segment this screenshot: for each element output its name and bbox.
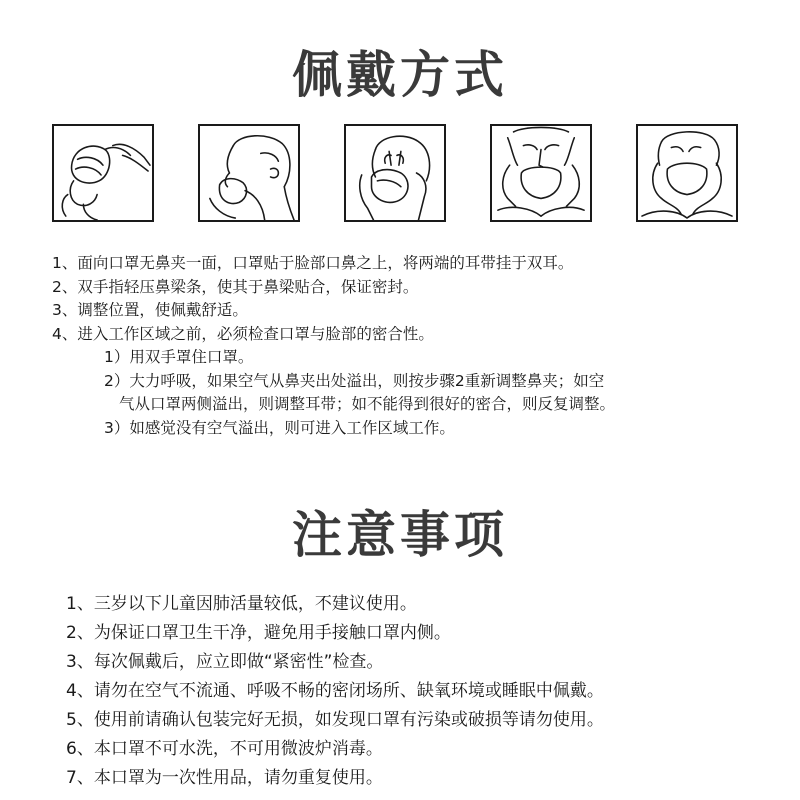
mask-apply-face-icon bbox=[200, 126, 298, 220]
nose-clip-press-icon bbox=[346, 126, 444, 220]
precautions-list bbox=[66, 590, 786, 793]
sub-instruction-1: 1）用双手罩住口罩。 bbox=[104, 348, 254, 366]
seal-check-icon bbox=[638, 126, 736, 220]
step-panel-5 bbox=[636, 124, 738, 222]
note-4: 4、请勿在空气不流通、呼吸不畅的密闭场所、缺氧环境或睡眠中佩戴。 bbox=[66, 681, 604, 701]
step-panel-3 bbox=[344, 124, 446, 222]
step-panel-1 bbox=[52, 124, 154, 222]
adjust-mask-icon bbox=[492, 126, 590, 220]
sub-instruction-2-continued: 气从口罩两侧溢出，则调整耳带；如不能得到很好的密合，则反复调整。 bbox=[119, 395, 616, 413]
note-6: 6、本口罩不可水洗，不可用微波炉消毒。 bbox=[66, 739, 383, 759]
instruction-3: 3、调整位置，使佩戴舒适。 bbox=[52, 301, 248, 319]
precautions-title: 注意事项 bbox=[292, 506, 508, 564]
mask-hold-icon bbox=[54, 126, 152, 220]
instruction-2: 2、双手指轻压鼻梁条，使其于鼻梁贴合，保证密封。 bbox=[52, 277, 419, 296]
step-panel-4 bbox=[490, 124, 592, 222]
instruction-4: 4、进入工作区域之前，必须检查口罩与脸部的密合性。 bbox=[52, 324, 434, 343]
sub-instruction-3: 3）如感觉没有空气溢出，则可进入工作区域工作。 bbox=[104, 418, 455, 437]
wearing-method-title: 佩戴方式 bbox=[292, 46, 508, 104]
wearing-instructions bbox=[52, 252, 762, 440]
step-panel-2 bbox=[198, 124, 300, 222]
wearing-steps-illustrations bbox=[52, 124, 752, 224]
note-5: 5、使用前请确认包装完好无损，如发现口罩有污染或破损等请勿使用。 bbox=[66, 710, 604, 730]
note-1: 1、三岁以下儿童因肺活量较低，不建议使用。 bbox=[66, 594, 417, 614]
note-2: 2、为保证口罩卫生干净，避免用手接触口罩内侧。 bbox=[66, 623, 451, 643]
sub-instruction-2: 2）大力呼吸，如果空气从鼻夹出处溢出，则按步骤2重新调整鼻夹；如空 bbox=[104, 371, 605, 390]
note-3: 3、每次佩戴后，应立即做“紧密性”检查。 bbox=[66, 652, 384, 672]
note-7: 7、本口罩为一次性用品，请勿重复使用。 bbox=[66, 768, 383, 788]
instruction-1: 1、面向口罩无鼻夹一面，口罩贴于脸部口鼻之上，将两端的耳带挂于双耳。 bbox=[52, 254, 574, 272]
